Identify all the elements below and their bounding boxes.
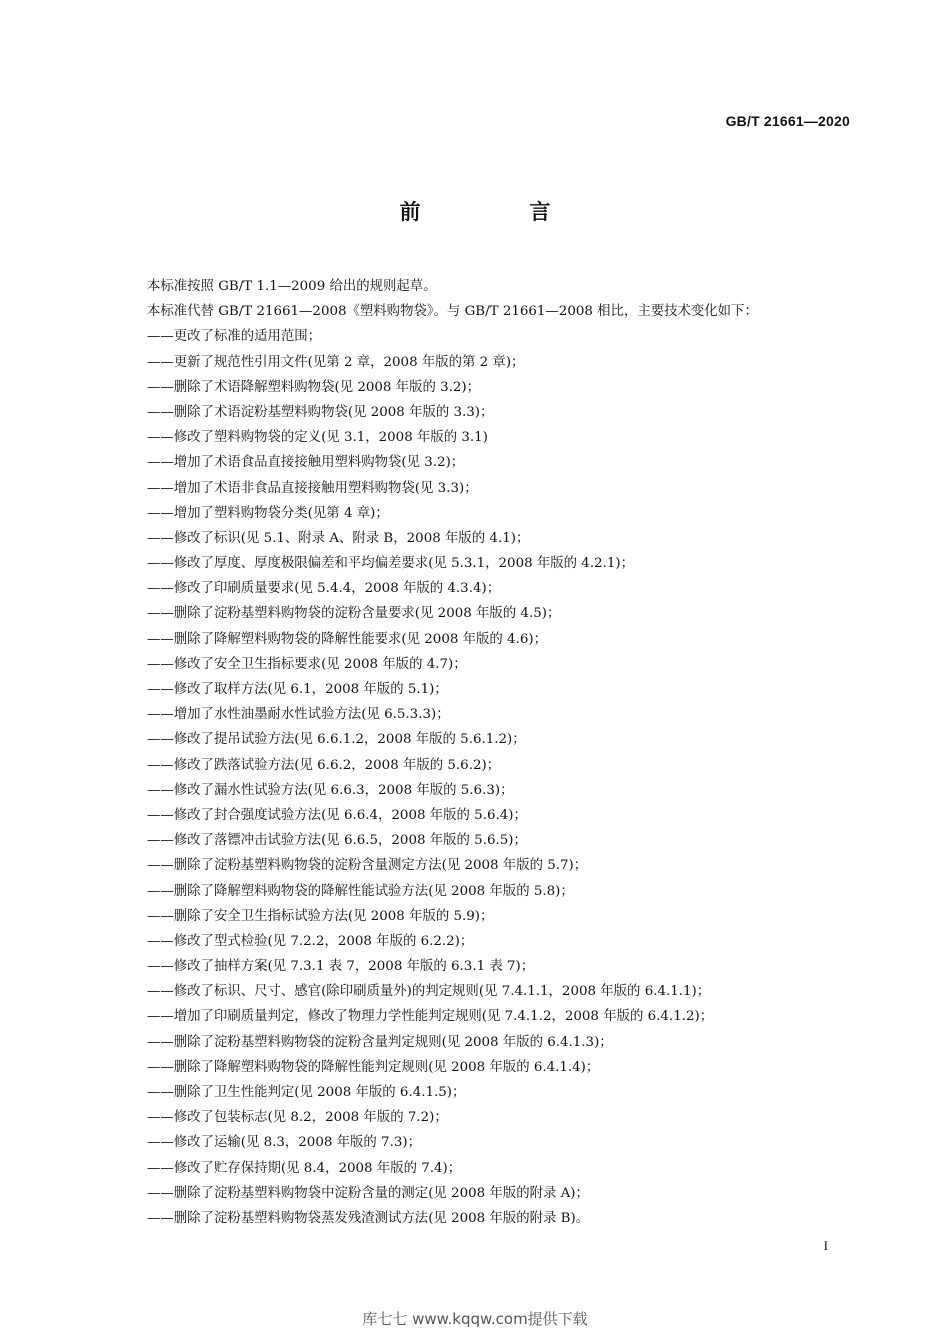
change-item: ——修改了运输(见 8.3，2008 年版的 7.3)；: [147, 1135, 421, 1151]
change-item: ——增加了术语非食品直接接触用塑料购物袋(见 3.3)；: [147, 480, 478, 496]
download-watermark[interactable]: 库七七 www.kqqw.com提供下载: [362, 1310, 588, 1328]
change-item: ——增加了术语食品直接接触用塑料购物袋(见 3.2)；: [147, 455, 465, 471]
change-item: ——修改了提吊试验方法(见 6.6.1.2，2008 年版的 5.6.1.2)；: [147, 732, 526, 748]
change-item: ——更改了标准的适用范围；: [147, 329, 322, 345]
change-item: ——删除了降解塑料购物袋的降解性能试验方法(见 2008 年版的 5.8)；: [147, 883, 574, 899]
change-item: ——删除了术语淀粉基塑料购物袋(见 2008 年版的 3.3)；: [147, 404, 494, 420]
change-item: ——删除了安全卫生指标试验方法(见 2008 年版的 5.9)；: [147, 908, 494, 924]
change-item: ——删除了淀粉基塑料购物袋的淀粉含量判定规则(见 2008 年版的 6.4.1.3)；: [147, 1034, 613, 1050]
change-item: ——修改了型式检验(见 7.2.2，2008 年版的 6.2.2)；: [147, 933, 474, 949]
change-item: ——删除了淀粉基塑料购物袋蒸发残渣测试方法(见 2008 年版的附录 B)。: [147, 1210, 590, 1226]
change-item: ——增加了塑料购物袋分类(见第 4 章)；: [147, 505, 389, 521]
change-item: ——修改了贮存保持期(见 8.4，2008 年版的 7.4)；: [147, 1160, 462, 1176]
change-item: ——修改了漏水性试验方法(见 6.6.3，2008 年版的 5.6.3)；: [147, 782, 514, 798]
change-item: ——修改了落镖冲击试验方法(见 6.6.5，2008 年版的 5.6.5)；: [147, 833, 527, 849]
change-item: ——增加了印刷质量判定，修改了物理力学性能判定规则(见 7.4.1.2，2008 年版的 6.4.1.2)；: [147, 1009, 714, 1025]
change-item: ——删除了淀粉基塑料购物袋中淀粉含量的测定(见 2008 年版的附录 A)；: [147, 1185, 589, 1201]
page-title: 前 言: [399, 200, 595, 224]
foreword-body: [147, 274, 857, 1231]
change-item: ——修改了标识(见 5.1、附录 A、附录 B，2008 年版的 4.1)；: [147, 530, 530, 546]
change-item: ——删除了淀粉基塑料购物袋的淀粉含量测定方法(见 2008 年版的 5.7)；: [147, 858, 588, 874]
change-item: ——修改了封合强度试验方法(见 6.6.4，2008 年版的 5.6.4)；: [147, 807, 527, 823]
change-item: ——修改了印刷质量要求(见 5.4.4，2008 年版的 4.3.4)；: [147, 581, 501, 597]
page-number: I: [823, 1238, 828, 1253]
change-item: ——删除了降解塑料购物袋的降解性能要求(见 2008 年版的 4.6)；: [147, 631, 547, 647]
standard-code: GB/T 21661—2020: [725, 113, 850, 129]
change-item: ——更新了规范性引用文件(见第 2 章，2008 年版的第 2 章)；: [147, 354, 525, 370]
paragraph: 本标准代替 GB/T 21661—2008《塑料购物袋》。与 GB/T 21661—2008 相比，主要技术变化如下：: [147, 304, 758, 320]
change-item: ——修改了跌落试验方法(见 6.6.2，2008 年版的 5.6.2)；: [147, 757, 501, 773]
change-item: ——修改了包装标志(见 8.2，2008 年版的 7.2)；: [147, 1110, 448, 1126]
change-item: ——增加了水性油墨耐水性试验方法(见 6.5.3.3)；: [147, 707, 450, 723]
paragraph: 本标准按照 GB/T 1.1—2009 给出的规则起草。: [147, 279, 437, 294]
change-item: ——修改了厚度、厚度极限偏差和平均偏差要求(见 5.3.1，2008 年版的 4.2.1)；: [147, 556, 634, 572]
change-item: ——删除了卫生性能判定(见 2008 年版的 6.4.1.5)；: [147, 1085, 466, 1100]
change-item: ——删除了术语降解塑料购物袋(见 2008 年版的 3.2)；: [147, 379, 481, 395]
change-item: ——修改了抽样方案(见 7.3.1 表 7，2008 年版的 6.3.1 表 7)；: [147, 959, 535, 975]
change-item: ——修改了塑料购物袋的定义(见 3.1，2008 年版的 3.1): [147, 430, 488, 446]
change-item: ——删除了淀粉基塑料购物袋的淀粉含量要求(见 2008 年版的 4.5)；: [147, 606, 561, 622]
change-item: ——修改了取样方法(见 6.1，2008 年版的 5.1)；: [147, 682, 448, 697]
change-item: ——修改了标识、尺寸、感官(除印刷质量外)的判定规则(见 7.4.1.1，2008 年版的 6.4.1.1)；: [147, 984, 711, 1000]
change-item: ——删除了降解塑料购物袋的降解性能判定规则(见 2008 年版的 6.4.1.4)；: [147, 1059, 600, 1075]
change-item: ——修改了安全卫生指标要求(见 2008 年版的 4.7)；: [147, 656, 467, 672]
